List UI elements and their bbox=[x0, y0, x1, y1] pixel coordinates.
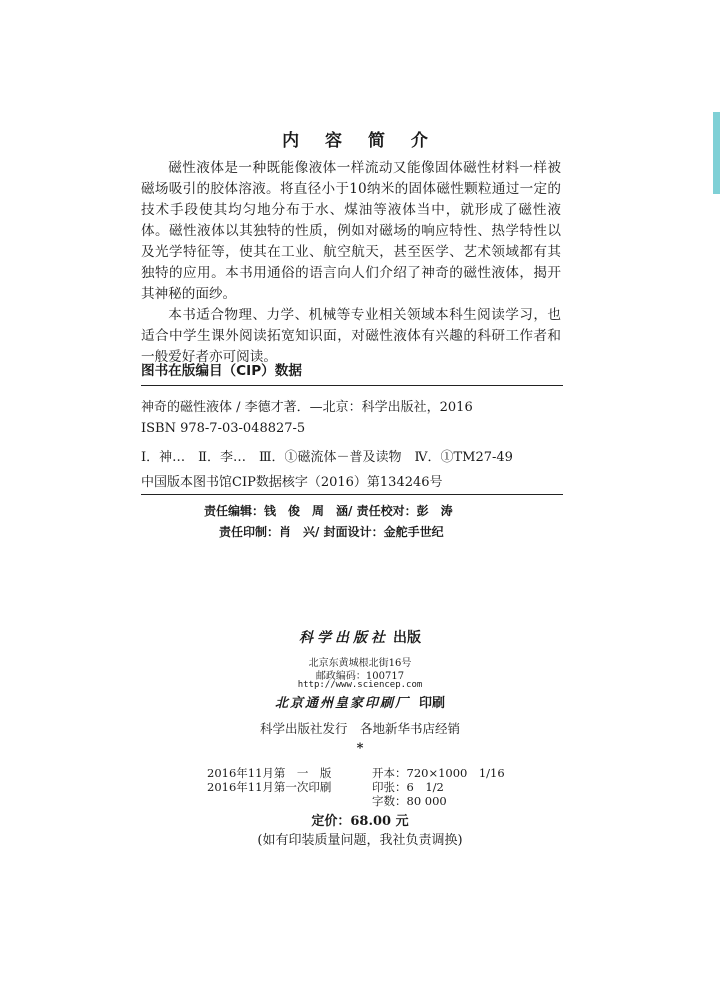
publisher-address: 北京东黄城根北街16号 bbox=[308, 658, 412, 669]
printer-name: 北京通州皇家印刷厂 bbox=[274, 696, 410, 711]
edition-info: 2016年11月第 一 版 bbox=[207, 766, 332, 780]
cip-line-title: 神奇的磁性液体 / 李德才著．—北京：科学出版社，2016 bbox=[141, 400, 473, 415]
summary-paragraph: 磁性液体是一种既能像液体一样流动又能像固体磁性材料一样被磁场吸引的胶体溶液。将直径小于10纳米的固体磁性颗粒通过一定的技术手段使其均匀地分布于水、煤油等液体当中，就形成了磁性液体。磁性液体以其独特的性质，例如对磁场的响应特性、热学特性以及光学特征等，使其在工业、航空航天，甚至医学、艺术领域都有其独特的应用。本书用通俗的语言向人们介绍了神奇的磁性液体，揭开其神秘的面纱。 bbox=[141, 160, 561, 302]
cover-designer-label: / 封面设计： bbox=[315, 525, 384, 539]
print-manager-label: 责任印制： bbox=[219, 525, 280, 539]
responsibility-line-1 bbox=[204, 502, 453, 519]
print-manager-name: 肖 兴 bbox=[279, 525, 316, 539]
cip-line-classification: Ⅰ．神… Ⅱ．李… Ⅲ．①磁流体－普及读物 Ⅳ．①TM27-49 bbox=[141, 450, 513, 465]
editor-names: 钱 俊 周 涵 bbox=[264, 504, 349, 518]
cip-bottom-rule bbox=[141, 494, 563, 495]
summary-paragraph: 本书适合物理、力学、机械等专业相关领域本科生阅读学习，也适合中学生课外阅读拓宽知识面，对磁性液体有兴趣的科研工作者和一般爱好者亦可阅读。 bbox=[141, 307, 561, 365]
cip-line-isbn: ISBN 978-7-03-048827-5 bbox=[141, 421, 306, 436]
quality-notice: (如有印装质量问题，我社负责调换) bbox=[257, 833, 463, 848]
printer-suffix: 印刷 bbox=[419, 696, 446, 711]
proofreader-label: / 责任校对： bbox=[348, 504, 417, 518]
cip-top-rule bbox=[141, 385, 563, 386]
cip-line-record-number: 中国版本图书馆CIP数据核字（2016）第134246号 bbox=[141, 475, 443, 490]
page-edge-tab bbox=[713, 112, 720, 194]
page-title: 内 容 简 介 bbox=[282, 131, 438, 151]
responsibility-line-2 bbox=[219, 523, 444, 540]
printing-info: 2016年11月第一次印刷 bbox=[207, 780, 332, 794]
separator-star: * bbox=[356, 741, 364, 756]
publisher-postcode: 邮政编码：100717 bbox=[315, 671, 405, 682]
distribution-line: 科学出版社发行 各地新华书店经销 bbox=[259, 721, 460, 736]
cover-designer-name: 金舵手世纪 bbox=[383, 525, 444, 539]
word-count: 字数：80 000 bbox=[372, 794, 447, 808]
publisher-seal-name: 科学出版社 bbox=[299, 630, 389, 646]
publisher-name bbox=[0, 627, 720, 647]
price: 定价：68.00 元 bbox=[311, 814, 409, 829]
spec-line-2 bbox=[207, 779, 444, 795]
proofreader-name: 彭 涛 bbox=[416, 504, 453, 518]
publisher-website: http://www.sciencep.com bbox=[297, 680, 423, 690]
printer-line bbox=[0, 692, 720, 711]
publisher-suffix: 出版 bbox=[393, 630, 421, 646]
editor-label: 责任编辑： bbox=[204, 504, 265, 518]
content-summary bbox=[141, 158, 561, 368]
sheets-info: 印张：6 1/2 bbox=[372, 780, 444, 794]
format-info: 开本：720×1000 1/16 bbox=[372, 766, 505, 780]
cip-heading: 图书在版编目（CIP）数据 bbox=[141, 363, 302, 379]
